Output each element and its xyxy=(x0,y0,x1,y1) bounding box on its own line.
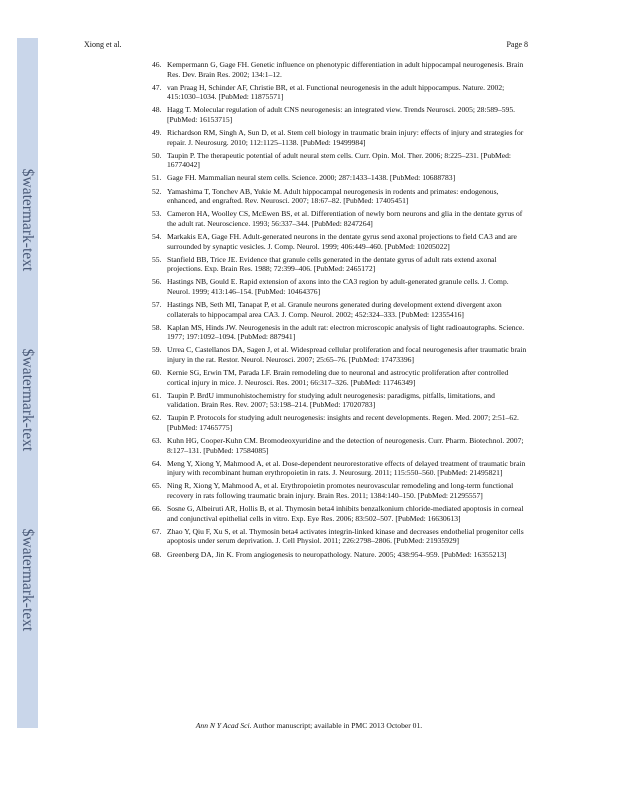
reference-item xyxy=(152,300,529,319)
reference-text: Richardson RM, Singh A, Sun D, et al. Stem cell biology in traumatic brain injury: effects of injury and strategies for repair. J. Neurosurg. 2010; 112:1125–1138. [PubMed: 19499984] xyxy=(167,128,524,147)
reference-item xyxy=(152,83,529,102)
reference-number: 65. xyxy=(152,481,162,491)
reference-number: 56. xyxy=(152,277,162,287)
reference-text: Yamashima T, Tonchev AB, Yukie M. Adult hippocampal neurogenesis in rodents and primates: endogenous, enhanced, and engrafted. Rev. Neurosci. 2007; 18:67–82. [PubMed: 17405451] xyxy=(167,186,499,206)
reference-text: Hastings NB, Seth MI, Tanapat P, et al. Granule neurons generated during development extend divergent axon collaterals to hippocampal area CA3. J. Comp. Neurol. 2002; 452:324–333. [PubMed: 12355416] xyxy=(167,299,502,319)
reference-item xyxy=(152,550,529,560)
reference-text: Greenberg DA, Jin K. From angiogenesis to neuropathology. Nature. 2005; 438:954–959. [PubMed: 16355213] xyxy=(167,549,507,559)
reference-text: Taupin P. Protocols for studying adult neurogenesis: insights and recent developments. Regen. Med. 2007; 2:51–62. [PubMed: 17465775] xyxy=(167,413,519,432)
reference-text: Kernie SG, Erwin TM, Parada LF. Brain remodeling due to neuronal and astrocytic proliferation after controlled cortical injury in mice. J. Neurosci. Res. 2001; 66:317–326. [PubMed: 11746349] xyxy=(167,368,509,387)
running-header-author: Xiong et al. xyxy=(84,40,122,49)
reference-text: Taupin P. The therapeutic potential of adult neural stem cells. Curr. Opin. Mol. Ther. 2006; 8:225–231. [PubMed: 16774042] xyxy=(167,150,512,170)
reference-item xyxy=(152,232,529,251)
reference-item xyxy=(152,60,529,79)
reference-item xyxy=(152,368,529,387)
reference-number: 52. xyxy=(152,186,162,196)
reference-item xyxy=(152,504,529,523)
reference-text: Urrea C, Castellanos DA, Sagen J, et al. Widespread cellular proliferation and focal neurogenesis after traumatic brain injury in the rat. Restor. Neurol. Neurosci. 2007; 25:65–76. [PubMed: 17473396] xyxy=(167,345,527,364)
reference-number: 50. xyxy=(152,150,162,160)
reference-number: 51. xyxy=(152,173,162,183)
reference-text: Zhao Y, Qiu F, Xu S, et al. Thymosin beta4 activates integrin-linked kinase and decreases endothelial progenitor cells apoptosis under serum deprivation. J. Cell Physiol. 2011; 226:2798–2806. [PubMed: 21935929] xyxy=(167,526,524,546)
reference-number: 46. xyxy=(152,60,162,69)
footer-text: . Author manuscript; available in PMC 2013 October 01. xyxy=(249,721,423,730)
reference-text: Sosne G, Albeiruti AR, Hollis B, et al. Thymosin beta4 inhibits benzalkonium chloride-mediated apoptosis in corneal and conjunctival epithelial cells in vitro. Exp. Eye Res. 2006; 83:502–507. [PubMed: 16630613] xyxy=(167,504,524,523)
reference-item xyxy=(152,481,529,500)
reference-number: 61. xyxy=(152,390,162,400)
reference-item xyxy=(152,255,529,274)
reference-item xyxy=(152,209,529,228)
reference-item xyxy=(152,459,529,478)
reference-number: 47. xyxy=(152,82,162,92)
reference-item xyxy=(152,187,529,206)
footer xyxy=(0,721,618,730)
page-number: Page 8 xyxy=(506,40,528,49)
reference-item xyxy=(152,128,529,147)
footer-journal: Ann N Y Acad Sci xyxy=(195,721,250,730)
reference-item xyxy=(152,151,529,170)
reference-item xyxy=(152,413,529,432)
reference-text: Hastings NB, Gould E. Rapid extension of axons into the CA3 region by adult-generated granule cells. J. Comp. Neurol. 1999; 413:146–154. [PubMed: 10464376] xyxy=(167,277,509,296)
reference-item xyxy=(152,527,529,546)
reference-number: 66. xyxy=(152,504,162,514)
reference-number: 54. xyxy=(152,231,162,241)
reference-text: Taupin P. BrdU immunohistochemistry for studying adult neurogenesis: paradigms, pitfalls, limitations, and validation. Brain Res. Rev. 2007; 53:198–214. [PubMed: 17020783] xyxy=(167,390,495,410)
reference-item xyxy=(152,345,529,364)
reference-number: 57. xyxy=(152,299,162,309)
reference-text: Kempermann G, Gage FH. Genetic influence on phenotypic differentiation in adult hippocampal neurogenesis. Brain Res. Dev. Brain Res. 2002; 134:1–12. xyxy=(167,60,524,79)
reference-number: 59. xyxy=(152,345,162,355)
reference-item xyxy=(152,436,529,455)
reference-number: 48. xyxy=(152,105,162,115)
reference-item xyxy=(152,391,529,410)
reference-text: Meng Y, Xiong Y, Mahmood A, et al. Dose-dependent neurorestorative effects of delayed treatment of traumatic brain injury with recombinant human erythropoietin in rats. J. Neurosurg. 2011; 115:550–560. [PubMed: 21495821] xyxy=(167,458,526,478)
reference-text: Cameron HA, Woolley CS, McEwen BS, et al. Differentiation of newly born neurons and glia in the dentate gyrus of the adult rat. Neuroscience. 1993; 56:337–344. [PubMed: 8247264] xyxy=(167,209,523,228)
reference-number: 55. xyxy=(152,254,162,264)
reference-item xyxy=(152,323,529,342)
reference-number: 67. xyxy=(152,526,162,536)
reference-item xyxy=(152,277,529,296)
reference-number: 68. xyxy=(152,549,162,559)
reference-number: 58. xyxy=(152,322,162,332)
reference-item xyxy=(152,173,529,183)
reference-list xyxy=(152,60,529,563)
reference-number: 53. xyxy=(152,209,162,219)
reference-number: 63. xyxy=(152,436,162,446)
reference-text: van Praag H, Schinder AF, Christie BR, et al. Functional neurogenesis in the adult hippocampus. Nature. 2002; 415:1030–1034. [PubMed: 11875571] xyxy=(167,82,505,102)
reference-text: Stanfield BB, Trice JE. Evidence that granule cells generated in the dentate gyrus of adult rats extend axonal projections. Exp. Brain Res. 1988; 72:399–406. [PubMed: 2465172] xyxy=(167,254,497,274)
reference-text: Kuhn HG, Cooper-Kuhn CM. Bromodeoxyuridine and the detection of neurogenesis. Curr. Pharm. Biotechnol. 2007; 8:127–131. [PubMed: 17584085] xyxy=(167,436,524,455)
reference-text: Gage FH. Mammalian neural stem cells. Science. 2000; 287:1433–1438. [PubMed: 10688783] xyxy=(167,173,456,183)
reference-number: 60. xyxy=(152,368,162,378)
reference-number: 64. xyxy=(152,458,162,468)
reference-number: 62. xyxy=(152,413,162,423)
reference-text: Kaplan MS, Hinds JW. Neurogenesis in the adult rat: electron microscopic analysis of light radioautographs. Science. 1977; 197:1092–1094. [PubMed: 887941] xyxy=(167,322,525,342)
reference-text: Markakis EA, Gage FH. Adult-generated neurons in the dentate gyrus send axonal projections to field CA3 and are surrounded by synaptic vesicles. J. Comp. Neurol. 1999; 406:449–460. [PubMed: 10205022] xyxy=(167,231,517,251)
reference-number: 49. xyxy=(152,128,162,138)
reference-text: Hagg T. Molecular regulation of adult CNS neurogenesis: an integrated view. Trends Neurosci. 2005; 28:589–595. [PubMed: 16153715] xyxy=(167,105,516,124)
reference-text: Ning R, Xiong Y, Mahmood A, et al. Erythropoietin promotes neurovascular remodeling and long-term functional recovery in rats following traumatic brain injury. Brain Res. 2011; 1384:140–150. [PubMed: 21295557] xyxy=(167,481,514,501)
reference-item xyxy=(152,105,529,124)
